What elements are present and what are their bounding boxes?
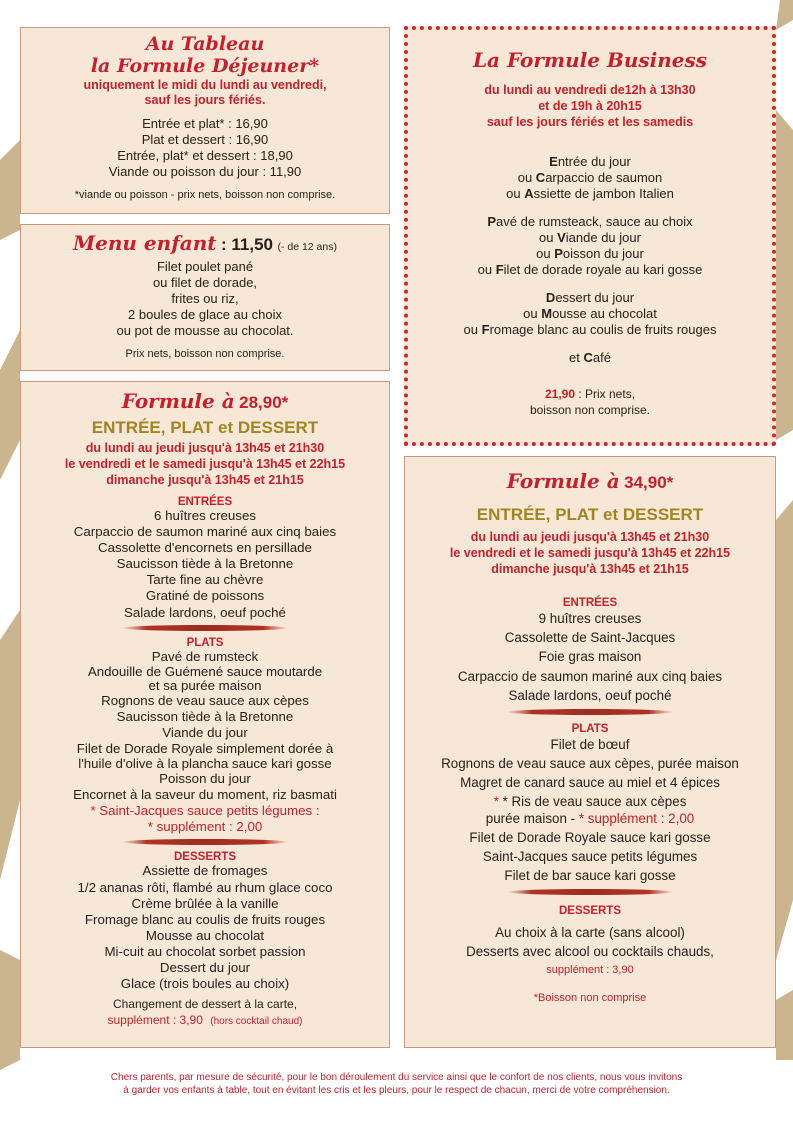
kids-item-5: ou pot de mousse au chocolat. — [116, 323, 294, 338]
business-dessert-3: ou Fromage blanc au coulis de fruits rouges — [463, 322, 717, 337]
decor-shape-right-mid — [776, 110, 793, 440]
business-price-note-2: boisson non comprise. — [529, 403, 651, 417]
f3490-starter: Foie gras maison — [538, 649, 642, 665]
decor-shape-right-top — [776, 0, 793, 30]
f3490-main: Magret de canard sauce au miel et 4 épices — [460, 775, 720, 791]
kids-note: Prix nets, boisson non comprise. — [125, 348, 285, 360]
f2890-main: Encornet à la saveur du moment, riz basmati — [73, 787, 337, 803]
f3490-dessert: Desserts avec alcool ou cocktails chauds, — [466, 944, 714, 960]
lunch-menu-box — [20, 27, 390, 214]
f3490-schedule-2: le vendredi et le samedi jusqu'à 13h45 et 22h15 — [449, 546, 731, 560]
f2890-starter: Tarte fine au chèvre — [146, 572, 264, 588]
f3490-title-word: Formule à — [506, 469, 620, 493]
formula-2890-box — [20, 381, 390, 1048]
f2890-dessert: 1/2 ananas rôti, flambé au rhum glace coco — [77, 879, 333, 895]
f2890-desserts-label: DESSERTS — [174, 851, 236, 864]
decor-shape-left-low — [0, 610, 20, 880]
f3490-supplement: supplément : 3,90 — [546, 963, 634, 976]
f2890-change-1: Changement de dessert à la carte, — [112, 997, 298, 1012]
business-main-1: Pavé de rumsteack, sauce au choix — [487, 214, 693, 229]
f2890-starter: Gratiné de poissons — [145, 588, 265, 604]
decor-shape-right-low — [776, 500, 793, 960]
business-price: 21,90 — [544, 387, 575, 401]
business-main-4: ou Filet de dorade royale au kari gosse — [477, 262, 703, 277]
business-menu-box — [404, 26, 776, 446]
formula-3490-box — [404, 456, 776, 1048]
f2890-divider-1 — [122, 625, 288, 631]
f3490-dessert: Au choix à la carte (sans alcool) — [495, 925, 685, 941]
f2890-main: l'huile d'olive à la plancha sauce kari gosse — [78, 756, 332, 772]
f3490-divider-2 — [507, 889, 673, 895]
f3490-main-ris-2: purée maison - * supplément : 2,00 — [485, 810, 695, 826]
lunch-price-1: Entrée et plat* : 16,90 — [142, 116, 268, 131]
f2890-starter: 6 huîtres creuses — [154, 508, 256, 523]
f2890-mains-label: PLATS — [186, 636, 224, 649]
f2890-dessert: Fromage blanc au coulis de fruits rouges — [84, 911, 326, 927]
f2890-schedule-3: dimanche jusqu'à 13h45 et 21h15 — [106, 473, 304, 487]
lunch-price-3: Entrée, plat* et dessert : 18,90 — [117, 148, 293, 163]
f2890-dessert: Crème brûlée à la vanille — [131, 895, 279, 911]
kids-item-3: frites ou riz, — [171, 291, 239, 306]
f3490-title-price: 34,90* — [624, 473, 674, 492]
f2890-change-3: (hors cocktail chaud) — [210, 1016, 303, 1028]
f2890-title-row — [21, 388, 389, 417]
f3490-drink-note: *Boisson non comprise — [533, 991, 647, 1004]
f2890-main-extra-2: * supplément : 2,00 — [147, 819, 263, 835]
business-dessert-1: Dessert du jour — [545, 290, 635, 305]
decor-shape-right-bottom — [776, 990, 793, 1060]
f2890-main: Pavé de rumsteck — [151, 648, 259, 664]
f3490-starter: Carpaccio de saumon mariné aux cinq baies — [457, 668, 723, 684]
f2890-main: Viande du jour — [162, 724, 248, 740]
f3490-divider-1 — [507, 709, 673, 715]
f2890-starter: Carpaccio de saumon mariné aux cinq baies — [73, 524, 337, 540]
business-starter-2: ou Carpaccio de saumon — [517, 170, 663, 185]
f2890-dessert: Assiette de fromages — [142, 863, 268, 879]
kids-item-1: Filet poulet pané — [156, 259, 254, 274]
f2890-dessert: Mi-cuit au chocolat sorbet passion — [104, 943, 306, 959]
kids-item-2: ou filet de dorade, — [152, 275, 258, 290]
f2890-subtitle: ENTRÉE, PLAT et DESSERT — [91, 418, 319, 437]
f3490-main: Rognons de veau sauce aux cèpes, purée maison — [441, 756, 739, 772]
lunch-title-2: la Formule Déjeuner* — [90, 55, 320, 77]
decor-shape-left-top — [0, 140, 20, 240]
f2890-starter: Cassolette d'encornets en persillade — [98, 540, 312, 556]
decor-shape-left-bottom — [0, 950, 20, 1070]
f3490-title-row — [405, 467, 775, 498]
f3490-starters-label: ENTRÉES — [562, 597, 618, 609]
f2890-change-2: supplément : 3,90 — [107, 1013, 203, 1028]
business-main-3: ou Poisson du jour — [536, 246, 644, 261]
business-mains — [408, 214, 772, 278]
lunch-note: *viande ou poisson - prix nets, boisson non comprise. — [74, 189, 336, 201]
f2890-main: et sa purée maison — [148, 677, 262, 693]
f2890-main: Filet de Dorade Royale simplement dorée à — [76, 741, 334, 757]
f2890-schedule-1: du lundi au jeudi jusqu'à 13h45 et 21h30 — [85, 441, 325, 455]
f3490-desserts-label: DESSERTS — [559, 905, 621, 918]
f2890-schedule-2: le vendredi et le samedi jusqu'à 13h45 et 22h15 — [64, 457, 346, 471]
business-starters — [408, 154, 772, 202]
footer-line-2: à garder vos enfants à table, tout en évitant les cris et les pleurs, pour le respect de chacun, merci de votre compréhension. — [123, 1085, 670, 1096]
f3490-starter: Cassolette de Saint-Jacques — [504, 630, 676, 646]
footer-line-1: Chers parents, par mesure de sécurité, pour le bon déroulement du service ainsi que le confort de nos clients, nous vous invitons — [110, 1072, 683, 1083]
business-starter-3: ou Assiette de jambon Italien — [506, 186, 674, 201]
kids-item-4: 2 boules de glace au choix — [128, 307, 282, 322]
f2890-main: Rognons de veau sauce aux cèpes — [101, 692, 309, 708]
f2890-main: Poisson du jour — [159, 771, 251, 787]
f3490-starter: 9 huîtres creuses — [538, 611, 642, 626]
lunch-price-4: Viande ou poisson du jour : 11,90 — [108, 164, 302, 179]
business-schedule-1: du lundi au vendredi de12h à 13h30 — [484, 83, 696, 97]
business-desserts — [408, 290, 772, 338]
f2890-main-extra-1: * Saint-Jacques sauce petits légumes : — [90, 803, 320, 819]
business-price-note-1: : Prix nets, — [578, 387, 636, 401]
lunch-title-1: Au Tableau — [145, 33, 265, 55]
business-main-2: ou Viande du jour — [539, 230, 641, 245]
f3490-main: Filet de bar sauce kari gosse — [504, 868, 676, 884]
decor-shape-left-mid — [0, 330, 20, 480]
f3490-subtitle: ENTRÉE, PLAT et DESSERT — [476, 505, 704, 524]
kids-price: : 11,50 — [220, 235, 273, 254]
f3490-mains-label: PLATS — [571, 723, 609, 736]
kids-menu-box — [20, 224, 390, 371]
f2890-starter: Saucisson tiède à la Bretonne — [116, 556, 294, 572]
f3490-main: Filet de Dorade Royale sauce kari gosse — [469, 829, 711, 845]
f2890-main: Andouille de Guémené sauce moutarde — [87, 663, 323, 679]
f2890-main: Saucisson tiède à la Bretonne — [116, 708, 294, 724]
f3490-main: Saint-Jacques sauce petits légumes — [482, 848, 698, 864]
f3490-schedule-1: du lundi au jeudi jusqu'à 13h45 et 21h30 — [470, 530, 710, 544]
f3490-schedule-3: dimanche jusqu'à 13h45 et 21h15 — [491, 562, 689, 576]
business-dessert-2: ou Mousse au chocolat — [523, 306, 657, 321]
footer-note — [40, 1071, 753, 1097]
business-title: La Formule Business — [472, 48, 708, 72]
lunch-price-2: Plat et dessert : 16,90 — [141, 132, 269, 147]
f2890-starters-label: ENTRÉES — [177, 496, 233, 508]
f2890-title-price: 28,90* — [239, 393, 289, 412]
f3490-main: Filet de bœuf — [550, 737, 630, 753]
f3490-main-ris-1: * * Ris de veau sauce aux cèpes — [493, 793, 687, 809]
f2890-dessert: Dessert du jour — [159, 959, 251, 975]
f3490-starter: Salade lardons, oeuf poché — [508, 687, 672, 703]
business-starter-1: Entrée du jour — [549, 154, 631, 169]
f2890-dessert: Mousse au chocolat — [145, 927, 265, 943]
business-schedule-3: sauf les jours fériés et les samedis — [486, 115, 694, 129]
business-schedule-2: et de 19h à 20h15 — [538, 99, 642, 113]
f2890-divider-2 — [122, 839, 288, 845]
kids-title: Menu enfant — [73, 231, 217, 255]
f2890-dessert: Glace (trois boules au choix) — [120, 976, 290, 992]
f2890-starter: Salade lardons, oeuf poché — [124, 604, 286, 620]
f2890-change-row — [21, 1012, 389, 1030]
business-coffee: et Café — [569, 350, 611, 365]
lunch-schedule-2: sauf les jours fériés. — [144, 93, 266, 107]
f2890-title-word: Formule à — [121, 389, 235, 413]
lunch-schedule-1: uniquement le midi du lundi au vendredi, — [83, 78, 327, 92]
business-price-row — [408, 386, 772, 402]
kids-age: (- de 12 ans) — [277, 241, 337, 253]
kids-title-row — [21, 231, 389, 259]
